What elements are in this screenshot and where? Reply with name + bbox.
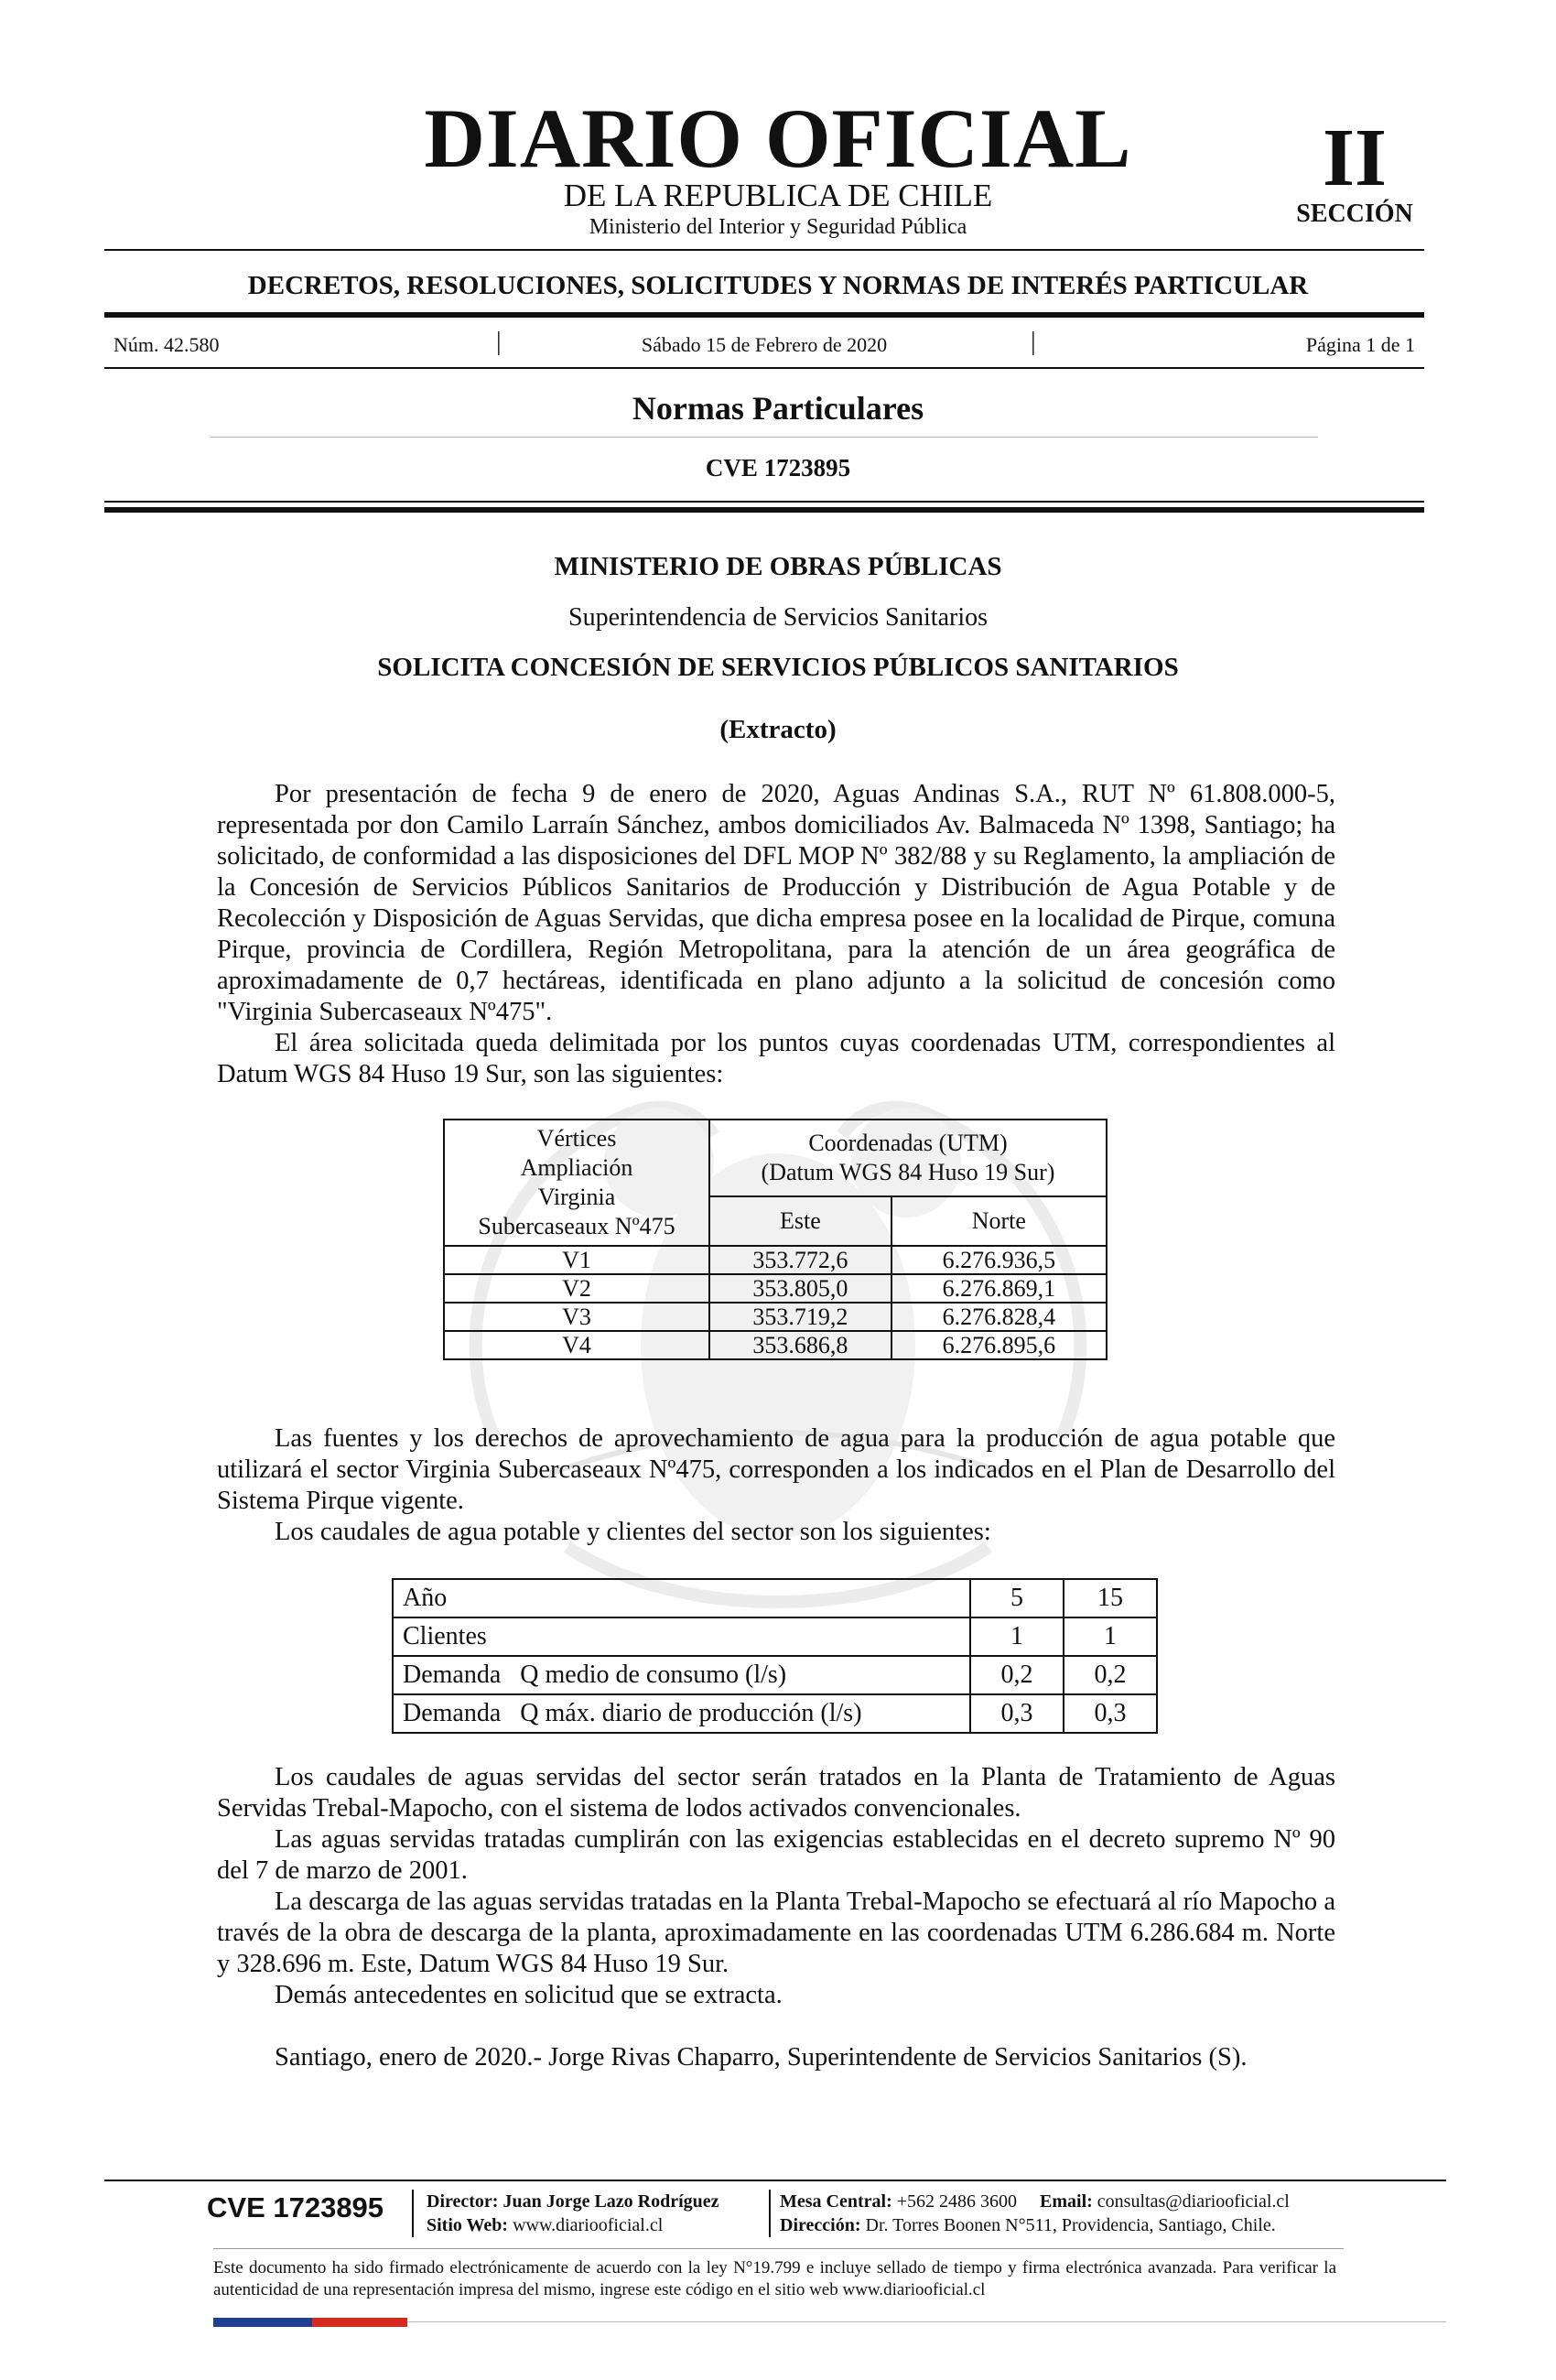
vertices-table: [443, 1119, 1108, 1360]
footer-contact-block: Mesa Central: +562 2486 3600 Email: consultas@diariooficial.cl Dirección: Dr. Torres Boonen N°511, Providencia, Santiago, Chile.: [780, 2191, 1290, 2235]
section-number: II: [1322, 113, 1388, 203]
footer-rule: [104, 2180, 1446, 2181]
paragraph: Las aguas servidas tratadas cumplirán con las exigencias establecidas en el decreto supremo Nº 90 del 7 de marzo de 2001.: [217, 1825, 1335, 1885]
document-title: SOLICITA CONCESIÓN DE SERVICIOS PÚBLICOS SANITARIOS: [377, 653, 1179, 682]
content-rule-thick: [104, 507, 1424, 513]
website-link[interactable]: www.diariooficial.cl: [513, 2215, 664, 2235]
paragraph: Los caudales de agua potable y clientes del sector son los siguientes:: [275, 1518, 991, 1546]
director-name: Juan Jorge Lazo Rodríguez: [502, 2191, 719, 2212]
flag-stripe-red: [312, 2318, 407, 2327]
cve-code: CVE 1723895: [705, 454, 851, 481]
section-label: SECCIÓN: [1296, 200, 1413, 228]
page-section-title: Normas Particulares: [632, 390, 924, 427]
content-rule-thin: [104, 501, 1424, 503]
table-row: Demanda Q máx. diario de producción (l/s) 0,3 0,3: [393, 1694, 1157, 1733]
footer-legal-notice: Este documento ha sido firmado electrónicamente de acuerdo con la ley N°19.799 e incluye sellado de tiempo y firma electrónica avanzada. Para verificar la autenticidad de una representación impresa del mismo, ingrese este código en el sitio web www.diariooficial.cl: [213, 2258, 1336, 2299]
footer-cve-code: CVE 1723895: [207, 2191, 384, 2223]
extract-label: (Extracto): [719, 715, 837, 744]
masthead-title: DIARIO OFICIAL: [424, 92, 1132, 185]
paragraph: Demás antecedentes en solicitud que se extracta.: [275, 1981, 783, 2009]
column-header-norte: Norte: [891, 1196, 1107, 1246]
header-rule: [104, 249, 1424, 251]
masthead-ministry: Ministerio del Interior y Seguridad Pública: [589, 215, 967, 239]
meta-rule: [104, 367, 1424, 369]
issue-date: Sábado 15 de Febrero de 2020: [641, 333, 888, 356]
email-link[interactable]: consultas@diariooficial.cl: [1097, 2191, 1290, 2212]
paragraph: Los caudales de aguas servidas del sector serán tratados en la Planta de Tratamiento de Aguas Servidas Trebal-Mapocho, con el sistema de lodos activados convencionales.: [217, 1763, 1335, 1823]
footer-divider: [769, 2190, 771, 2237]
bar-rule: [104, 312, 1424, 318]
masthead-subtitle: DE LA REPUBLICA DE CHILE: [563, 178, 993, 213]
signature: Santiago, enero de 2020.- Jorge Rivas Chaparro, Superintendente de Servicios Sanitarios (S).: [275, 2043, 1248, 2072]
issue-number: Núm. 42.580: [113, 333, 220, 356]
body-paragraphs-sources: [217, 1423, 1335, 1548]
table-row: Año 5 15: [393, 1579, 1157, 1617]
footer-bottom-rule: [407, 2321, 1446, 2322]
page-count: Página 1 de 1: [1305, 333, 1415, 356]
column-header-este: Este: [709, 1196, 891, 1246]
table-row: V1 353.772,6 6.276.936,5: [444, 1246, 1107, 1274]
meta-separator: |: [496, 328, 502, 356]
address: Dr. Torres Boonen N°511, Providencia, Santiago, Chile.: [865, 2215, 1276, 2235]
paragraph: El área solicitada queda delimitada por los puntos cuyas coordenadas UTM, correspondientes al Datum WGS 84 Huso 19 Sur, son las siguientes:: [217, 1029, 1335, 1088]
section-title-rule: [211, 437, 1318, 438]
table-row: Demanda Q medio de consumo (l/s) 0,2 0,2: [393, 1656, 1157, 1694]
footer-director-block: Director: Juan Jorge Lazo Rodríguez Sitio Web: www.diariooficial.cl: [427, 2191, 719, 2235]
paragraph: Las fuentes y los derechos de aprovechamiento de agua para la producción de agua potable que utilizará el sector Virginia Subercaseaux Nº475, corresponden a los indicados en el Plan de Desarrollo del Sistema Pirque vigente.: [217, 1424, 1335, 1515]
section-bar-title: DECRETOS, RESOLUCIONES, SOLICITUDES Y NORMAS DE INTERÉS PARTICULAR: [247, 271, 1309, 300]
paragraph: La descarga de las aguas servidas tratadas en la Planta Trebal-Mapocho se efectuará al río Mapocho a través de la obra de descarga de la planta, aproximadamente en las coordenadas UTM 6.286.684 m. Norte y 328.696 m. Este, Datum WGS 84 Huso 19 Sur.: [217, 1888, 1335, 1978]
footer-rule-lower: [213, 2248, 1344, 2249]
flag-stripe-blue: [213, 2318, 312, 2327]
document-superintendence: Superintendencia de Servicios Sanitarios: [568, 603, 988, 632]
table-row: V2 353.805,0 6.276.869,1: [444, 1274, 1107, 1303]
table-row: Clientes 1 1: [393, 1617, 1157, 1656]
coordinates-header: Coordenadas (UTM) (Datum WGS 84 Huso 19 Sur): [709, 1120, 1107, 1196]
footer-divider: [412, 2190, 414, 2237]
paragraph: Por presentación de fecha 9 de enero de 2020, Aguas Andinas S.A., RUT Nº 61.808.000-5, representada por don Camilo Larraín Sánchez, ambos domiciliados Av. Balmaceda Nº 1398, Santiago; ha solicitado, de conformidad a las disposiciones del DFL MOP Nº 382/88 y su Reglamento, la ampliación de la Concesión de Servicios Públicos Sanitarios de Producción y Distribución de Agua Potable y de Recolección y Disposición de Aguas Servidas, que dicha empresa posee en la localidad de Pirque, comuna Pirque, provincia de Cordillera, Región Metropolitana, para la atención de un área geográfica de aproximadamente de 0,7 hectáreas, identificada en plano adjunto a la solicitud de concesión como "Virginia Subercaseaux Nº475".: [217, 780, 1335, 1026]
signature-block: [217, 2042, 1335, 2073]
table-row: V4 353.686,8 6.276.895,6: [444, 1331, 1107, 1359]
phone-number: +562 2486 3600: [896, 2191, 1018, 2212]
body-paragraphs-intro: [217, 779, 1335, 1090]
body-paragraphs-wastewater: [217, 1762, 1335, 2011]
flow-table: [392, 1578, 1158, 1734]
meta-separator: |: [1031, 328, 1036, 356]
vertices-header: Vértices Ampliación Virginia Subercaseaux Nº475: [444, 1120, 709, 1246]
table-row: V3 353.719,2 6.276.828,4: [444, 1303, 1107, 1331]
document-ministry: MINISTERIO DE OBRAS PÚBLICAS: [554, 552, 1002, 581]
